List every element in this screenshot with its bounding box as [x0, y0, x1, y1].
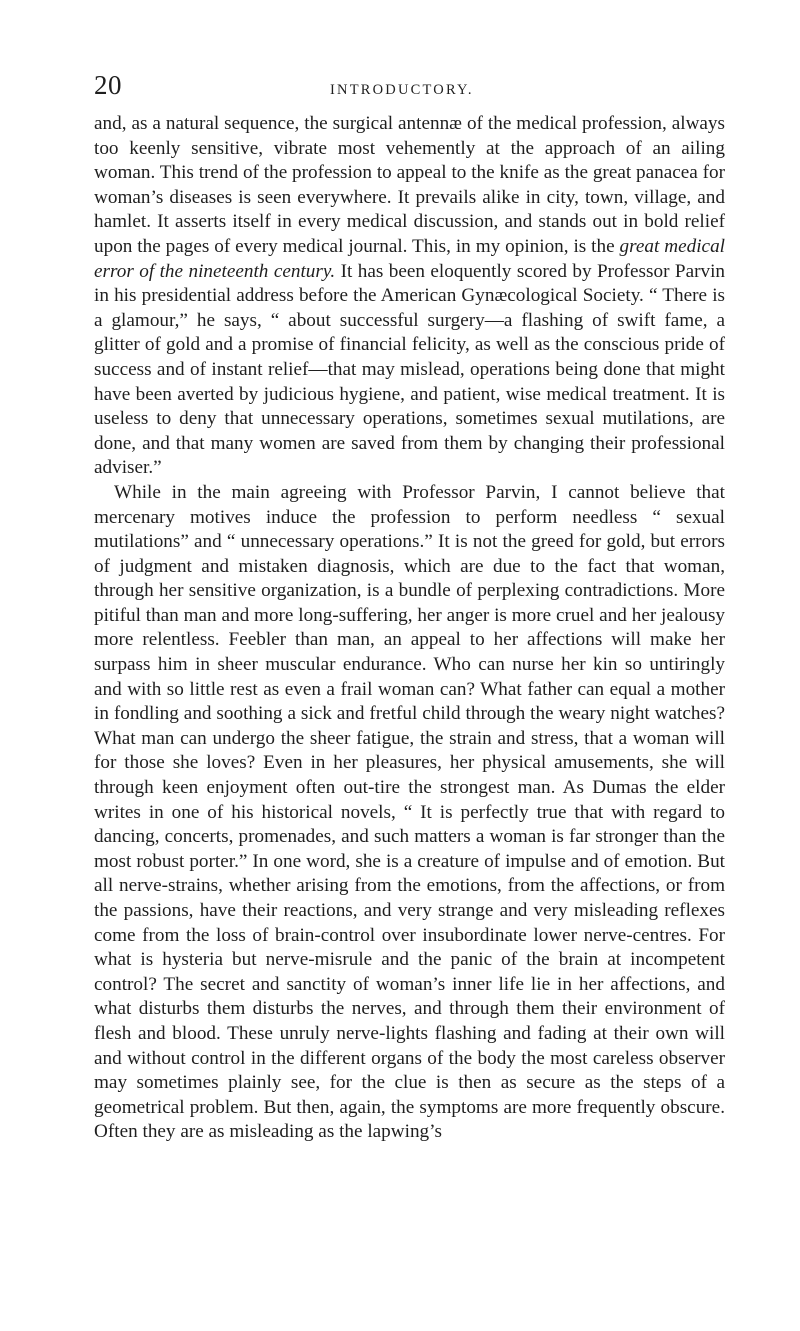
paragraph-1-text-end: It has been eloquently scored by Professor Parvin in his presidential address before the American Gynæcological Society. “ There is a glamour,” he says, “ about successful surgery—a flashing of swift fame, a glitter of gold and a promise of financial felicity, as well as the conscious pride of success and of instant relief—that may mislead, operations being done that might have been averted by judicious hygiene, and patient, wise medical treatment. It is useless to deny that unnecessary operations, sometimes sexual mutilations, are done, and that many women are saved from them by changing their professional adviser.”: [94, 260, 725, 479]
body-text: [94, 112, 725, 1145]
paragraph-1: [94, 112, 725, 481]
paragraph-2: While in the main agreeing with Professor Parvin, I cannot believe that mercenary motives induce the profession to perform needless “ sexual mutilations” and “ unnecessary operations.” It is not the greed for gold, but errors of judgment and mistaken diagnosis, which are due to the fact that woman, through her sensitive organization, is a bundle of perplexing contradictions. More pitiful than man and more long-suffering, her anger is more cruel and her jealousy more relentless. Feebler than man, an appeal to her affections will make her surpass him in sheer muscular endurance. Who can nurse her kin so untiringly and with so little rest as even a frail woman can? What father can equal a mother in fondling and soothing a sick and fretful child through the weary night watches? What man can undergo the sheer fatigue, the strain and stress, that a woman will for those she loves? Even in her pleasures, her physical amusements, she will through keen enjoyment often out-tire the strongest man. As Dumas the elder writes in one of his historical novels, “ It is perfectly true that with regard to dancing, concerts, promenades, and such matters a woman is far stronger than the most robust porter.” In one word, she is a creature of impulse and of emotion. But all nerve-strains, whether arising from the emotions, from the affections, or from the passions, have their reactions, and very strange and very misleading reflexes come from the loss of brain-control over insubordinate lower nerve-centres. For what is hysteria but nerve-misrule and the panic of the brain at incompetent control? The secret and sanctity of woman’s inner life lie in her affections, and what disturbs them disturbs the nerves, and through them their environment of flesh and blood. These unruly nerve-lights flashing and fading at their own will and without control in the different organs of the body the most careless observer may sometimes plainly see, for the clue is then as secure as the steps of a geometrical problem. But then, again, the symptoms are more frequently obscure. Often they are as misleading as the lapwing’s: [94, 481, 725, 1143]
emphasized-phrase: great medical error of the nineteenth century.: [94, 235, 725, 282]
running-head-title: INTRODUCTORY.: [330, 82, 474, 98]
page-number: 20: [94, 70, 122, 100]
paragraph-1-text-start: and, as a natural sequence, the surgical antennæ of the medical profession, always too keenly sensitive, vibrate most vehemently at the approach of an ailing woman. This trend of the profession to appeal to the knife as the great panacea for woman’s diseases is seen everywhere. It prevails alike in city, town, village, and hamlet. It asserts itself in every medical discussion, and stands out in bold relief upon the pages of every medical journal. This, in my opinion, is the: [94, 113, 725, 257]
running-head: [94, 70, 724, 106]
